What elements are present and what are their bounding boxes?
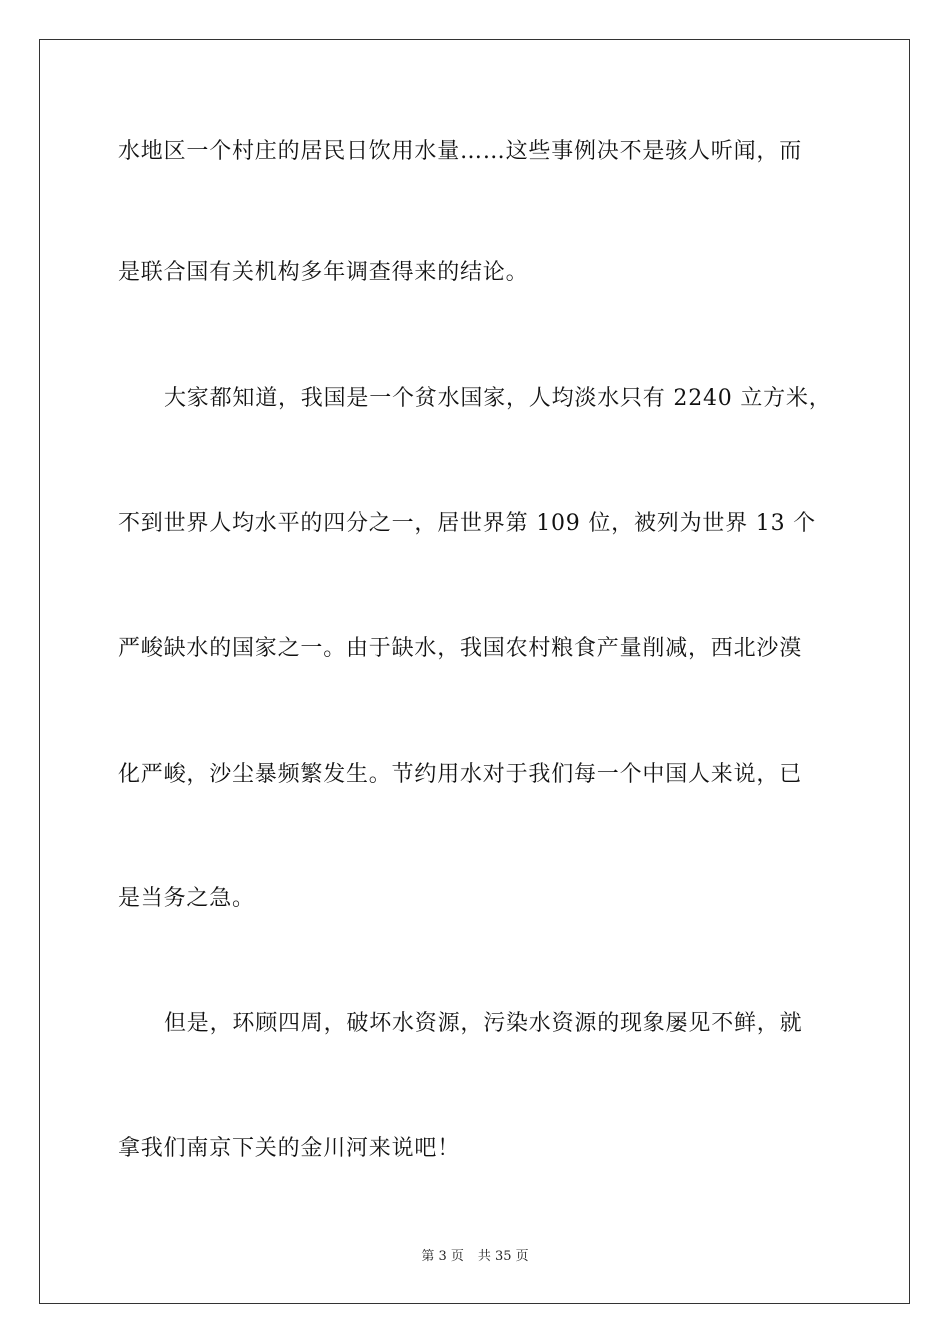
page-number: 第 3 页 — [421, 1249, 464, 1264]
page-footer — [0, 1248, 950, 1266]
body-text-line: 严峻缺水的国家之一。由于缺水，我国农村粮食产量削减，西北沙漠 — [118, 636, 803, 661]
body-text-line: 是当务之急。 — [118, 886, 255, 911]
paragraph-first-line: 大家都知道，我国是一个贫水国家，人均淡水只有 2240 立方米， — [164, 386, 832, 411]
body-text-line: 不到世界人均水平的四分之一，居世界第 109 位，被列为世界 13 个 — [118, 511, 816, 536]
paragraph-first-line: 但是，环顾四周，破坏水资源，污染水资源的现象屡见不鲜，就 — [164, 1011, 803, 1036]
body-text-line: 化严峻，沙尘暴频繁发生。节约用水对于我们每一个中国人来说，已 — [118, 762, 803, 787]
body-text-line: 水地区一个村庄的居民日饮用水量……这些事例决不是骇人听闻，而 — [118, 139, 803, 164]
total-pages: 共 35 页 — [477, 1249, 529, 1264]
body-text-line: 是联合国有关机构多年调查得来的结论。 — [118, 260, 529, 285]
page-frame — [39, 39, 910, 1304]
body-text-line: 拿我们南京下关的金川河来说吧！ — [118, 1136, 461, 1161]
